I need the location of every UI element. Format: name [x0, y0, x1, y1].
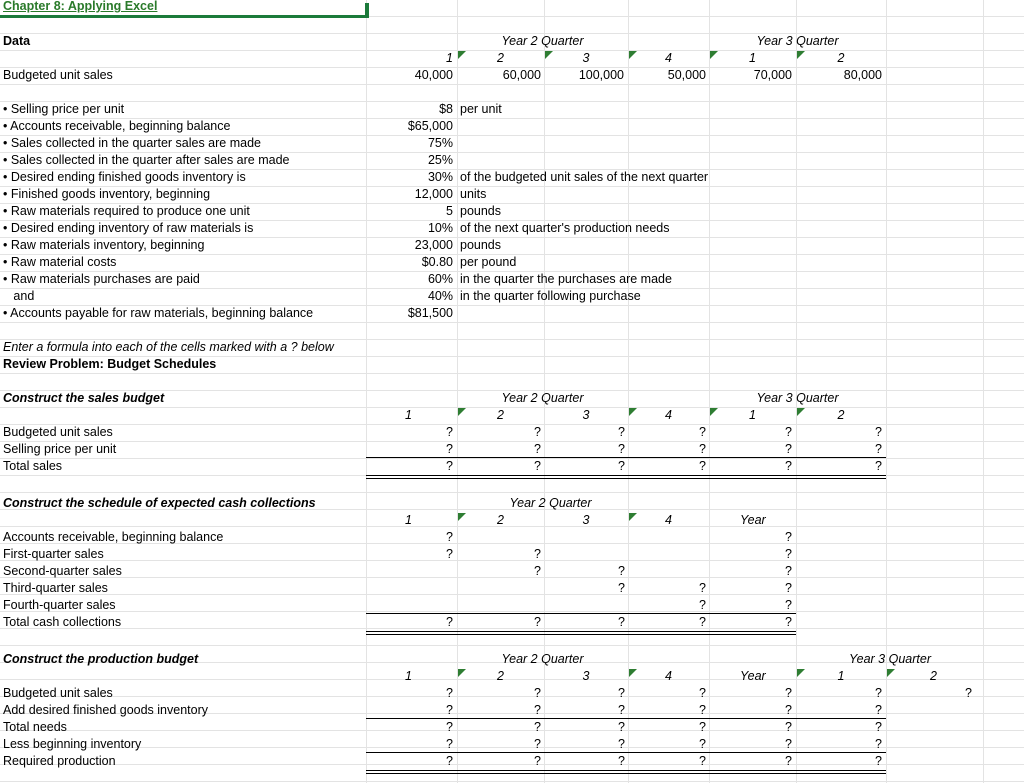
total-rule [366, 718, 886, 719]
formula-cell[interactable]: ? [699, 615, 706, 629]
formula-cell[interactable]: ? [618, 459, 625, 473]
quarter-label: 2 [837, 408, 845, 422]
quarter-label: 4 [665, 669, 672, 683]
quarter-label: 4 [665, 51, 672, 65]
selection-handle[interactable] [365, 3, 369, 18]
formula-cell[interactable]: ? [875, 720, 882, 734]
formula-cell[interactable]: ? [618, 564, 625, 578]
gridline [0, 781, 1024, 782]
total-double-rule [366, 631, 796, 632]
cash-row-label: Third-quarter sales [3, 581, 108, 595]
param-value[interactable]: 30% [427, 170, 453, 184]
budgeted-unit-sales-value[interactable]: 40,000 [414, 68, 453, 82]
sales-row-label: Budgeted unit sales [3, 425, 113, 439]
formula-cell[interactable]: ? [534, 564, 541, 578]
comment-indicator-icon [797, 669, 805, 677]
formula-cell[interactable]: ? [699, 598, 706, 612]
sales-budget-title: Construct the sales budget [3, 391, 165, 405]
param-label: • Finished goods inventory, beginning [3, 187, 211, 201]
comment-indicator-icon [458, 408, 466, 416]
comment-indicator-icon [887, 669, 895, 677]
formula-cell[interactable]: ? [875, 703, 882, 717]
year2-quarter-header: Year 2 Quarter [501, 652, 584, 666]
formula-cell[interactable]: ? [618, 442, 625, 456]
gridline [0, 492, 1024, 493]
formula-cell[interactable]: ? [534, 615, 541, 629]
comment-indicator-icon [710, 51, 718, 59]
formula-cell[interactable]: ? [785, 442, 792, 456]
formula-cell[interactable]: ? [446, 720, 453, 734]
param-note: in the quarter following purchase [460, 289, 641, 303]
formula-cell[interactable]: ? [618, 703, 625, 717]
year2-quarter-header: Year 2 Quarter [501, 391, 584, 405]
quarter-label: 2 [497, 669, 504, 683]
year3-quarter-header: Year 3 Quarter [849, 652, 931, 666]
budgeted-unit-sales-value[interactable]: 80,000 [843, 68, 882, 82]
param-label: • Raw materials inventory, beginning [3, 238, 205, 252]
formula-cell[interactable]: ? [446, 615, 453, 629]
formula-cell[interactable]: ? [785, 754, 792, 768]
cash-row-label: Accounts receivable, beginning balance [3, 530, 224, 544]
formula-cell[interactable]: ? [785, 564, 792, 578]
param-label: • Sales collected in the quarter after sales are made [3, 153, 290, 167]
param-label: • Selling price per unit [3, 102, 125, 116]
param-value[interactable]: 10% [427, 221, 453, 235]
param-label: • Raw materials required to produce one unit [3, 204, 250, 218]
total-double-rule [366, 634, 796, 635]
quarter-label: 4 [665, 408, 672, 422]
gridline [0, 611, 1024, 612]
formula-cell[interactable]: ? [785, 581, 792, 595]
formula-cell[interactable]: ? [446, 703, 453, 717]
formula-cell[interactable]: ? [785, 703, 792, 717]
comment-indicator-icon [629, 408, 637, 416]
formula-cell[interactable]: ? [785, 686, 792, 700]
formula-cell[interactable]: ? [618, 615, 625, 629]
quarter-label: 2 [497, 408, 504, 422]
formula-cell[interactable]: ? [618, 737, 625, 751]
total-double-rule [366, 773, 886, 774]
param-note: pounds [460, 238, 502, 252]
formula-cell[interactable]: ? [965, 686, 972, 700]
param-value[interactable]: $8 [439, 102, 453, 116]
comment-indicator-icon [629, 51, 637, 59]
param-label: and [3, 289, 35, 303]
formula-cell[interactable]: ? [699, 737, 706, 751]
param-label: • Desired ending inventory of raw materials is [3, 221, 254, 235]
formula-cell[interactable]: ? [875, 737, 882, 751]
quarter-label: 3 [582, 513, 590, 527]
formula-cell[interactable]: ? [618, 720, 625, 734]
quarter-label: 1 [749, 408, 756, 422]
param-note: units [460, 187, 487, 201]
sales-row-label: Total sales [3, 459, 63, 473]
quarter-label: 1 [446, 51, 453, 65]
comment-indicator-icon [545, 51, 553, 59]
formula-cell[interactable]: ? [534, 703, 541, 717]
year2-quarter-header: Year 2 Quarter [509, 496, 592, 510]
quarter-label: 1 [405, 408, 412, 422]
param-label: • Accounts receivable, beginning balance [3, 119, 231, 133]
formula-cell[interactable]: ? [446, 530, 453, 544]
total-rule [366, 752, 886, 753]
budgeted-unit-sales-value[interactable]: 100,000 [578, 68, 624, 82]
year2-quarter-header: Year 2 Quarter [501, 34, 584, 48]
formula-cell[interactable]: ? [534, 459, 541, 473]
quarter-label: 2 [497, 513, 504, 527]
year3-quarter-header: Year 3 Quarter [756, 34, 839, 48]
param-note: of the next quarter's production needs [460, 221, 670, 235]
formula-cell[interactable]: ? [875, 442, 882, 456]
formula-cell[interactable]: ? [534, 686, 541, 700]
formula-cell[interactable]: ? [446, 686, 453, 700]
formula-cell[interactable]: ? [785, 425, 792, 439]
param-note: pounds [460, 204, 502, 218]
comment-indicator-icon [797, 51, 805, 59]
param-value[interactable]: 23,000 [414, 238, 453, 252]
instructions-text: Enter a formula into each of the cells marked with a ? below [3, 340, 334, 354]
formula-cell[interactable]: ? [875, 686, 882, 700]
cash-row-label: Fourth-quarter sales [3, 598, 116, 612]
formula-cell[interactable]: ? [618, 425, 625, 439]
total-double-rule [366, 770, 886, 771]
production-row-label: Budgeted unit sales [3, 686, 113, 700]
formula-cell[interactable]: ? [875, 425, 882, 439]
production-row-label: Add desired finished goods inventory [3, 703, 208, 717]
param-label: • Accounts payable for raw materials, beginning balance [3, 306, 314, 320]
formula-cell[interactable]: ? [446, 737, 453, 751]
formula-cell[interactable]: ? [785, 530, 792, 544]
data-heading: Data [3, 34, 31, 48]
param-value[interactable]: 40% [427, 289, 453, 303]
formula-cell[interactable]: ? [785, 459, 792, 473]
cash-row-label: First-quarter sales [3, 547, 104, 561]
budgeted-unit-sales-value[interactable]: 50,000 [667, 68, 706, 82]
quarter-label: 4 [665, 513, 672, 527]
formula-cell[interactable]: ? [534, 442, 541, 456]
formula-cell[interactable]: ? [699, 754, 706, 768]
param-value[interactable]: $0.80 [421, 255, 453, 269]
formula-cell[interactable]: ? [534, 720, 541, 734]
param-value[interactable]: 60% [427, 272, 453, 286]
formula-cell[interactable]: ? [618, 754, 625, 768]
formula-cell[interactable]: ? [534, 547, 541, 561]
budgeted-unit-sales-value[interactable]: 60,000 [502, 68, 541, 82]
sales-row-label: Selling price per unit [3, 442, 117, 456]
param-note: per unit [460, 102, 502, 116]
quarter-label: 1 [405, 669, 412, 683]
formula-cell[interactable]: ? [875, 459, 882, 473]
param-value[interactable]: 12,000 [414, 187, 453, 201]
quarter-label: 1 [405, 513, 412, 527]
param-value[interactable]: $65,000 [407, 119, 453, 133]
year3-quarter-header: Year 3 Quarter [756, 391, 839, 405]
formula-cell[interactable]: ? [785, 737, 792, 751]
quarter-label: 2 [497, 51, 504, 65]
cash-row-label: Second-quarter sales [3, 564, 122, 578]
param-note: of the budgeted unit sales of the next quarter [460, 170, 709, 184]
param-value[interactable]: 5 [446, 204, 453, 218]
param-label: • Sales collected in the quarter sales are made [3, 136, 261, 150]
formula-cell[interactable]: ? [875, 754, 882, 768]
comment-indicator-icon [458, 513, 466, 521]
production-budget-title: Construct the production budget [3, 652, 199, 666]
gridline [0, 645, 1024, 646]
formula-cell[interactable]: ? [534, 425, 541, 439]
comment-indicator-icon [458, 51, 466, 59]
quarter-label: 3 [582, 669, 590, 683]
budgeted-unit-sales-label: Budgeted unit sales [3, 68, 113, 82]
year-total-label: Year [740, 513, 766, 527]
formula-cell[interactable]: ? [618, 686, 625, 700]
gridline [0, 322, 1024, 323]
formula-cell[interactable]: ? [699, 720, 706, 734]
production-row-label: Total needs [3, 720, 67, 734]
total-rule [366, 613, 796, 614]
comment-indicator-icon [797, 408, 805, 416]
formula-cell[interactable]: ? [618, 581, 625, 595]
comment-indicator-icon [458, 669, 466, 677]
param-note: per pound [460, 255, 517, 269]
total-rule [366, 457, 886, 458]
quarter-label: 1 [749, 51, 756, 65]
selection-border [0, 15, 366, 18]
gridline [0, 84, 1024, 85]
formula-cell[interactable]: ? [785, 547, 792, 561]
formula-cell[interactable]: ? [446, 754, 453, 768]
quarter-label: 3 [582, 51, 590, 65]
formula-cell[interactable]: ? [699, 703, 706, 717]
formula-cell[interactable]: ? [785, 598, 792, 612]
param-value[interactable]: $81,500 [407, 306, 453, 320]
comment-indicator-icon [629, 669, 637, 677]
comment-indicator-icon [710, 408, 718, 416]
total-double-rule [366, 475, 886, 476]
production-row-label: Less beginning inventory [3, 737, 142, 751]
gridline [0, 101, 1024, 102]
param-label: • Raw material costs [3, 255, 117, 269]
quarter-label: 2 [837, 51, 845, 65]
formula-cell[interactable]: ? [699, 425, 706, 439]
year-total-label: Year [740, 669, 766, 683]
param-value[interactable]: 25% [427, 153, 453, 167]
budgeted-unit-sales-value[interactable]: 70,000 [753, 68, 792, 82]
total-double-rule [366, 478, 886, 479]
comment-indicator-icon [629, 513, 637, 521]
quarter-label: 1 [837, 669, 845, 683]
gridline [0, 594, 1024, 595]
formula-cell[interactable]: ? [446, 442, 453, 456]
cash-collections-title: Construct the schedule of expected cash collections [3, 496, 316, 510]
formula-cell[interactable]: ? [699, 686, 706, 700]
param-value[interactable]: 75% [427, 136, 453, 150]
quarter-label: 3 [582, 408, 590, 422]
param-label: • Raw materials purchases are paid [3, 272, 200, 286]
formula-cell[interactable]: ? [785, 615, 792, 629]
formula-cell[interactable]: ? [699, 442, 706, 456]
sheet-title: Chapter 8: Applying Excel [3, 0, 158, 13]
gridline [0, 373, 1024, 374]
param-note: in the quarter the purchases are made [460, 272, 672, 286]
formula-cell[interactable]: ? [446, 459, 453, 473]
quarter-label: 2 [930, 669, 937, 683]
formula-cell[interactable]: ? [699, 581, 706, 595]
formula-cell[interactable]: ? [785, 720, 792, 734]
production-row-label: Required production [3, 754, 116, 768]
review-problem-title: Review Problem: Budget Schedules [3, 357, 217, 371]
formula-cell[interactable]: ? [699, 459, 706, 473]
formula-cell[interactable]: ? [446, 425, 453, 439]
formula-cell[interactable]: ? [534, 754, 541, 768]
cash-row-label: Total cash collections [3, 615, 122, 629]
formula-cell[interactable]: ? [446, 547, 453, 561]
param-label: • Desired ending finished goods inventory is [3, 170, 246, 184]
formula-cell[interactable]: ? [534, 737, 541, 751]
